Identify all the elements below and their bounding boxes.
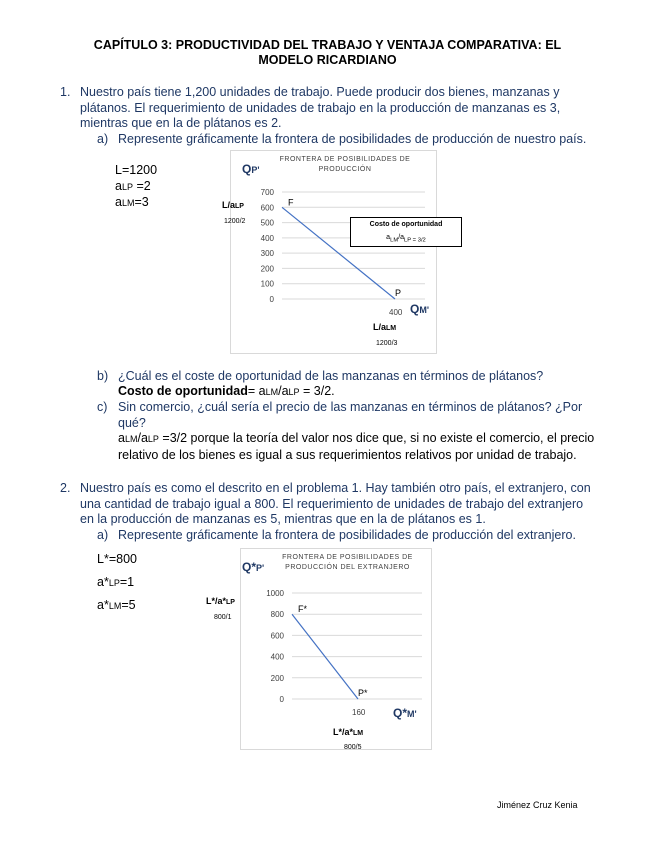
q1-c-answer: aLM/aLP =3/2 porque la teoría del valor nos dice que, si no existe el comercio, el precio relativo de los bienes es igual a sus requerimientos relativos por unidad de trabajo. xyxy=(118,431,595,462)
chart-2-xint-label: L*/a*LM xyxy=(333,727,364,737)
chart-2-xlabel: Q*M' xyxy=(393,706,417,720)
chart-2-yint-label: L*/a*LP xyxy=(206,596,235,606)
chart-1-ytick: 700 xyxy=(260,188,274,197)
chart-1-ytick: 400 xyxy=(260,233,274,243)
chart-2-yint-sub: 800/1 xyxy=(214,614,232,621)
chart-2-ytick: 0 xyxy=(279,695,284,704)
chart-1-point-f: F xyxy=(288,197,294,208)
given-alp: aLP =2 xyxy=(115,179,151,193)
q1-a-text: Represente gráficamente la frontera de posibilidades de producción de nuestro país. xyxy=(118,132,587,146)
chart-2-xtick: 160 xyxy=(352,708,366,717)
q2-a-label: a) xyxy=(97,528,109,542)
chart-2-point-pstar: P* xyxy=(358,688,368,698)
q1-b-answer: Costo de oportunidad= aLM/aLP = 3/2. xyxy=(118,384,335,398)
page-title: CAPÍTULO 3: PRODUCTIVIDAD DEL TRABAJO Y VENTAJA COMPARATIVA: EL MODELO RICARDIANO xyxy=(93,38,562,67)
given-alm: aLM=3 xyxy=(115,195,149,209)
q1-text: Nuestro país tiene 1,200 unidades de trabajo. Puede producir dos bienes, manzanas y plátanos. El requerimiento de unidades de trabajo en la producción de manzanas es 3, mientras que en la de plátanos es 2. xyxy=(80,85,561,130)
chart-2-point-fstar: F* xyxy=(298,604,307,615)
chart-2-ytick: 600 xyxy=(270,631,284,641)
chart-1-ytick: 100 xyxy=(260,279,274,289)
given-lstar: L*=800 xyxy=(97,552,137,566)
chart-1-title: FRONTERA DE POSIBILIDADES DE PRODUCCIÓN xyxy=(279,156,411,173)
chart-1-ytick: 300 xyxy=(260,249,274,259)
chart-1-yint-sub: 1200/2 xyxy=(224,218,246,225)
footer-author: Jiménez Cruz Kenia xyxy=(497,800,578,810)
chart-1-xtick: 400 xyxy=(389,308,403,317)
chart-1-yint-label: L/aLP xyxy=(222,200,244,210)
q2-text: Nuestro país es como el descrito en el problema 1. Hay también otro país, el extranjero, con una cantidad de trabajo igual a 800. El requerimiento de unidades de trabajo del extranjero en la producción de manzanas es 5, mientras que en la de plátanos es 1. xyxy=(80,481,591,526)
chart-1-point-p: P xyxy=(395,288,402,298)
given-alpstar: a*LP=1 xyxy=(97,575,135,589)
chart-2-xint-sub: 800/5 xyxy=(344,744,362,751)
q1-b-text: ¿Cuál es el coste de oportunidad de las manzanas en términos de plátanos? xyxy=(118,369,544,383)
chart-2-ytick: 1000 xyxy=(266,589,284,598)
chart-1-ytick: 600 xyxy=(260,203,274,213)
q1-a-label: a) xyxy=(97,132,109,146)
chart-1-xint-label: L/aLM xyxy=(373,322,397,332)
q1-number: 1. xyxy=(60,85,71,99)
q1-c-text: Sin comercio, ¿cuál sería el precio de las manzanas en términos de plátanos? ¿Por qué? xyxy=(118,400,583,430)
chart-2-title: FRONTERA DE POSIBILIDADES DE PRODUCCIÓN DEL EXTRANJERO xyxy=(282,554,413,571)
q1-b-label: b) xyxy=(97,369,109,383)
chart-1-xlabel: QM' xyxy=(410,302,429,316)
chart-1-ytick: 0 xyxy=(269,295,274,304)
chart-2-ytick: 800 xyxy=(270,610,284,620)
q1-c-label: c) xyxy=(97,400,108,414)
chart-1-ylabel: QP' xyxy=(242,162,260,176)
given-almstar: a*LM=5 xyxy=(97,598,136,612)
chart-2-ylabel: Q*P' xyxy=(242,560,265,574)
chart-1-ytick: 200 xyxy=(260,264,274,274)
given-l: L=1200 xyxy=(115,163,158,177)
chart-1-callout: Costo de oportunidad $a_{LM}/a_{LP = 3/2}$ xyxy=(350,217,462,247)
chart-1-ytick: 500 xyxy=(260,218,274,228)
chart-2-ytick: 200 xyxy=(270,673,284,683)
chart-1-svg xyxy=(230,150,435,352)
chart-1-callout-value: $a_{LM}/a_{LP = 3/2}$ xyxy=(386,234,426,244)
chart-2-ytick: 400 xyxy=(270,652,284,662)
q2-number: 2. xyxy=(60,481,71,495)
q2-a-text: Represente gráficamente la frontera de posibilidades de producción del extranjero. xyxy=(118,528,576,542)
chart-1-xint-sub: 1200/3 xyxy=(376,340,398,347)
